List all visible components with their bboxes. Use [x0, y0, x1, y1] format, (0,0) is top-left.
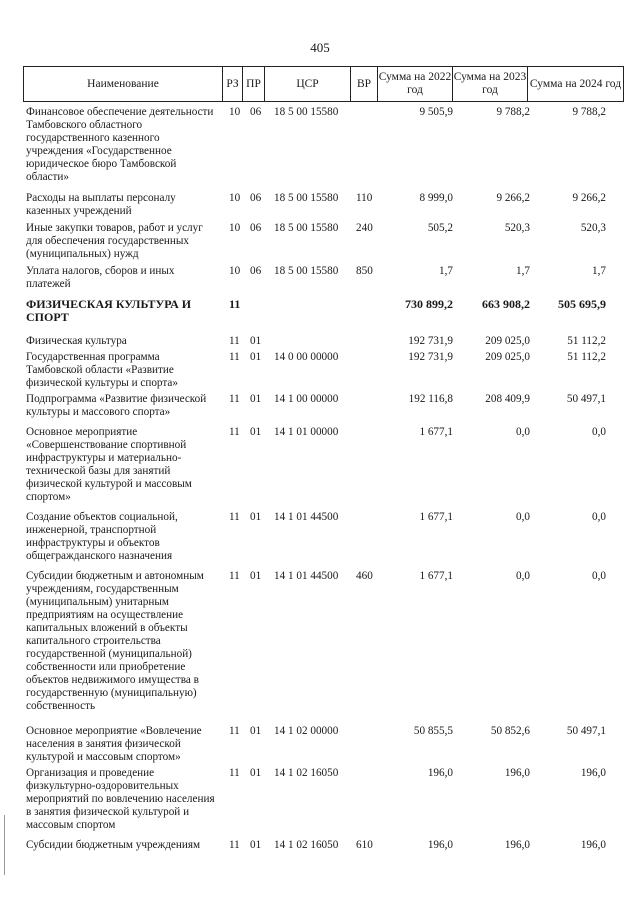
header-name: Наименование: [24, 67, 223, 101]
header-pr: ПР: [243, 67, 265, 101]
row-rz: 11: [229, 725, 240, 737]
row-sum-2024: 9 788,2: [572, 106, 606, 118]
row-sum-2024: 51 112,2: [567, 335, 606, 347]
header-csr: ЦСР: [265, 67, 351, 101]
row-sum-2022: 1 677,1: [419, 511, 453, 523]
row-sum-2022: 505,2: [427, 222, 453, 234]
row-sum-2024: 520,3: [580, 222, 606, 234]
row-pr: 01: [250, 725, 262, 737]
row-sum-2023: 0,0: [516, 570, 530, 582]
row-sum-2022: 1 677,1: [419, 426, 453, 438]
row-rz: 10: [229, 106, 241, 118]
row-pr: 01: [250, 393, 262, 405]
row-pr: 06: [250, 265, 262, 277]
table-header: [23, 66, 624, 102]
header-vr: ВР: [351, 67, 378, 101]
row-sum-2024: 196,0: [580, 767, 606, 779]
header-sum-2022: Сумма на 2022 год: [378, 67, 453, 101]
header-rz: РЗ: [223, 67, 243, 101]
row-sum-2023: 196,0: [504, 839, 530, 851]
row-sum-2023: 208 409,9: [485, 393, 530, 405]
row-pr: 01: [250, 570, 262, 582]
row-sum-2022: 1 677,1: [419, 570, 453, 582]
row-name: Государственная программа Тамбовской области «Развитие физической культуры и спорта»: [26, 351, 178, 389]
row-name: Расходы на выплаты персоналу казенных учреждений: [26, 192, 176, 217]
row-csr: 18 5 00 15580: [274, 192, 339, 204]
row-name: Основное мероприятие «Совершенствование спортивной инфраструктуры и материально-технической базы для занятий физической культурой и массовым спортом»: [26, 426, 192, 503]
row-sum-2022: 196,0: [427, 839, 453, 851]
row-pr: 01: [250, 335, 262, 347]
row-name: Финансовое обеспечение деятельности Тамбовского областного государственного казенного учреждения «Государственное юридическое бюро Тамбовской области»: [26, 106, 214, 183]
row-sum-2023: 209 025,0: [485, 335, 530, 347]
row-vr: 460: [356, 570, 373, 582]
row-rz: 10: [229, 192, 241, 204]
row-rz: 10: [229, 265, 241, 277]
row-csr: 14 0 00 00000: [274, 351, 339, 363]
row-pr: 01: [250, 511, 262, 523]
row-sum-2022: 8 999,0: [419, 192, 453, 204]
row-rz: 11: [229, 393, 240, 405]
row-name: Организация и проведение физкультурно-оздоровительных мероприятий по вовлечению населения в занятия физической культурой и массовым спортом: [26, 767, 215, 831]
row-sum-2023: 9 788,2: [496, 106, 530, 118]
row-rz: 11: [229, 297, 241, 311]
row-sum-2023: 209 025,0: [485, 351, 530, 363]
row-name: Физическая культура: [26, 335, 127, 347]
row-sum-2024: 0,0: [592, 570, 606, 582]
row-name: Основное мероприятие «Вовлечение населения в занятия физической культурой и массовым спортом»: [26, 725, 202, 763]
row-sum-2023: 0,0: [516, 511, 530, 523]
row-sum-2022: 730 899,2: [405, 297, 453, 311]
header-sum-2024: Сумма на 2024 год: [528, 67, 624, 101]
row-rz: 11: [229, 839, 240, 851]
row-csr: 18 5 00 15580: [274, 222, 339, 234]
row-rz: 11: [229, 511, 240, 523]
row-name: Создание объектов социальной, инженерной, транспортной инфраструктуры и объектов общегражданского назначения: [26, 511, 178, 562]
row-sum-2023: 50 852,6: [490, 725, 530, 737]
row-name: Иные закупки товаров, работ и услуг для обеспечения государственных (муниципальных) нужд: [26, 222, 203, 260]
row-sum-2023: 1,7: [516, 265, 530, 277]
row-sum-2023: 663 908,2: [482, 297, 530, 311]
row-sum-2023: 520,3: [504, 222, 530, 234]
row-pr: 01: [250, 351, 262, 363]
row-csr: 18 5 00 15580: [274, 265, 339, 277]
row-csr: 14 1 01 00000: [274, 426, 339, 438]
row-vr: 240: [356, 222, 373, 234]
row-pr: 06: [250, 222, 262, 234]
row-vr: 110: [356, 192, 373, 204]
row-csr: 14 1 01 44500: [274, 511, 339, 523]
row-rz: 11: [229, 335, 240, 347]
row-sum-2022: 50 855,5: [413, 725, 453, 737]
row-name: Субсидии бюджетным и автономным учреждениям, государственным (муниципальным) унитарным предприятиям на осуществление капитальных вложений в объекты капитального строительства государственной (муниципальной) собственности или приобретение объектов недвижимого имущества в государственную (муниципальную) собственность: [26, 570, 204, 712]
row-sum-2024: 51 112,2: [567, 351, 606, 363]
row-sum-2024: 505 695,9: [558, 297, 606, 311]
row-csr: 14 1 02 16050: [274, 767, 339, 779]
row-pr: 06: [250, 192, 262, 204]
row-csr: 14 1 02 00000: [274, 725, 339, 737]
row-rz: 11: [229, 351, 240, 363]
row-rz: 11: [229, 570, 240, 582]
row-pr: 01: [250, 426, 262, 438]
row-vr: 850: [356, 265, 373, 277]
row-name: Уплата налогов, сборов и иных платежей: [26, 265, 175, 290]
row-rz: 10: [229, 222, 241, 234]
row-rz: 11: [229, 767, 240, 779]
row-csr: 14 1 00 00000: [274, 393, 339, 405]
row-sum-2024: 9 266,2: [572, 192, 606, 204]
row-name: ФИЗИЧЕСКАЯ КУЛЬТУРА И СПОРТ: [26, 297, 192, 324]
row-csr: 14 1 01 44500: [274, 570, 339, 582]
row-pr: 01: [250, 839, 262, 851]
header-sum-2023: Сумма на 2023 год: [453, 67, 528, 101]
row-sum-2024: 0,0: [592, 426, 606, 438]
row-rz: 11: [229, 426, 240, 438]
row-sum-2022: 192 731,9: [408, 351, 453, 363]
row-sum-2024: 1,7: [592, 265, 606, 277]
row-csr: 14 1 02 16050: [274, 839, 339, 851]
row-pr: 01: [250, 767, 262, 779]
page-number: 405: [310, 40, 330, 55]
row-sum-2022: 196,0: [427, 767, 453, 779]
row-csr: 18 5 00 15580: [274, 106, 339, 118]
row-sum-2024: 0,0: [592, 511, 606, 523]
row-sum-2024: 50 497,1: [566, 725, 606, 737]
row-sum-2022: 192 116,8: [408, 393, 453, 405]
row-name: Подпрограмма «Развитие физической культуры и массового спорта»: [26, 393, 207, 418]
row-sum-2022: 1,7: [439, 265, 453, 277]
row-sum-2022: 192 731,9: [408, 335, 453, 347]
row-sum-2024: 50 497,1: [566, 393, 606, 405]
scan-edge-mark: [4, 815, 5, 875]
row-pr: 06: [250, 106, 262, 118]
row-sum-2023: 0,0: [516, 426, 530, 438]
row-sum-2023: 9 266,2: [496, 192, 530, 204]
row-vr: 610: [356, 839, 373, 851]
row-name: Субсидии бюджетным учреждениям: [26, 839, 201, 851]
row-sum-2024: 196,0: [580, 839, 606, 851]
row-sum-2023: 196,0: [504, 767, 530, 779]
row-sum-2022: 9 505,9: [419, 106, 453, 118]
